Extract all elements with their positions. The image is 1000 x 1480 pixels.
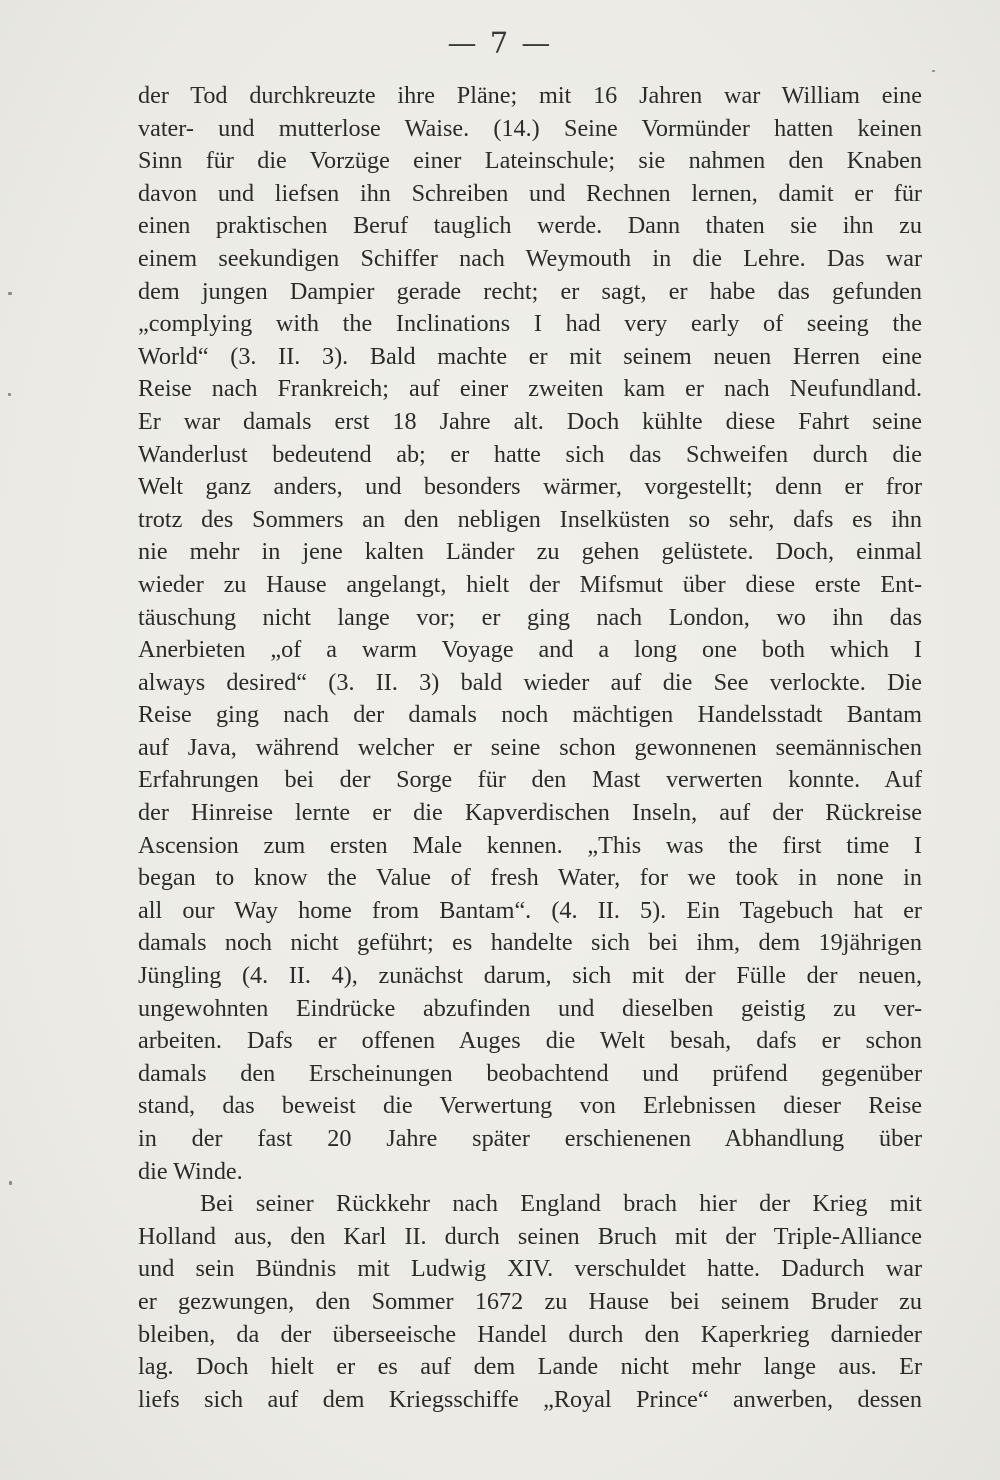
text-line: Erfahrungen bei der Sorge für den Mast verwerten konnte. Auf: [138, 766, 922, 794]
text-line: einem seekundigen Schiffer nach Weymouth in die Lehre. Das war: [138, 244, 922, 272]
text-line: „complying with the Inclinations I had very early of seeing the: [138, 310, 922, 338]
text-line: ungewohnten Eindrücke abzufinden und dieselben geistig zu ver-: [138, 994, 922, 1022]
text-line: Ascension zum ersten Male kennen. „This was the first time I: [138, 831, 922, 859]
text-line: Reise nach Frankreich; auf einer zweiten kam er nach Neufundland.: [138, 375, 922, 403]
text-line: vater- und mutterlose Waise. (14.) Seine Vormünder hatten keinen: [138, 114, 922, 142]
page-number: — 7 —: [447, 26, 553, 60]
text-line: und sein Bündnis mit Ludwig XIV. verschuldet hatte. Dadurch war: [138, 1255, 922, 1283]
text-line: damals den Erscheinungen beobachtend und prüfend gegenüber: [138, 1059, 922, 1087]
text-line: always desired“ (3. II. 3) bald wieder auf die See verlockte. Die: [138, 668, 922, 696]
text-line: began to know the Value of fresh Water, for we took in none in: [138, 864, 922, 892]
text-line: Reise ging nach der damals noch mächtigen Handelsstadt Bantam: [138, 701, 922, 729]
text-line: arbeiten. Dafs er offenen Auges die Welt besah, dafs er schon: [138, 1027, 922, 1055]
text-line: all our Way home from Bantam“. (4. II. 5). Ein Tagebuch hat er: [138, 896, 922, 924]
text-line: Sinn für die Vorzüge einer Lateinschule; sie nahmen den Knaben: [138, 147, 922, 175]
text-line: trotz des Sommers an den nebligen Inselküsten so sehr, dafs es ihn: [138, 505, 922, 533]
text-line: in der fast 20 Jahre später erschienenen Abhandlung über: [138, 1125, 922, 1152]
margin-speck: [8, 292, 12, 295]
text-line: Welt ganz anders, und besonders wärmer, vorgestellt; denn er fror: [138, 473, 922, 501]
margin-speck: [932, 70, 935, 72]
text-line: auf Java, während welcher er seine schon gewonnenen seemännischen: [138, 733, 922, 761]
text-line: lag. Doch hielt er es auf dem Lande nicht mehr lange aus. Er: [138, 1353, 922, 1381]
text-line: die Winde.: [138, 1157, 243, 1185]
text-line: damals noch nicht geführt; es handelte sich bei ihm, dem 19jährigen: [138, 929, 922, 957]
body-text: [138, 80, 922, 1416]
text-line: nie mehr in jene kalten Länder zu gehen gelüstete. Doch, einmal: [138, 538, 922, 566]
text-line: Jüngling (4. II. 4), zunächst darum, sich mit der Fülle der neuen,: [138, 962, 922, 990]
text-line: Anerbieten „of a warm Voyage and a long one both which I: [138, 636, 922, 664]
text-line: World“ (3. II. 3). Bald machte er mit seinem neuen Herren eine: [138, 342, 922, 370]
text-line: Wanderlust bedeutend ab; er hatte sich das Schweifen durch die: [138, 440, 922, 468]
text-line: stand, das beweist die Verwertung von Erlebnissen dieser Reise: [138, 1092, 922, 1120]
margin-speck: [8, 393, 11, 396]
text-line: er gezwungen, den Sommer 1672 zu Hause bei seinem Bruder zu: [138, 1287, 922, 1315]
text-line: Er war damals erst 18 Jahre alt. Doch kühlte diese Fahrt seine: [138, 407, 922, 435]
text-line: davon und liefsen ihn Schreiben und Rechnen lernen, damit er für: [138, 179, 922, 207]
text-line: wieder zu Hause angelangt, hielt der Mifsmut über diese erste Ent-: [138, 570, 922, 598]
text-line: der Hinreise lernte er die Kapverdischen Inseln, auf der Rückreise: [138, 799, 922, 827]
text-line: der Tod durchkreuzte ihre Pläne; mit 16 Jahren war William eine: [138, 82, 922, 109]
text-line: Bei seiner Rückkehr nach England brach hier der Krieg mit: [200, 1190, 922, 1218]
text-line: liefs sich auf dem Kriegsschiffe „Royal Prince“ anwerben, dessen: [138, 1385, 922, 1413]
text-line: dem jungen Dampier gerade recht; er sagt, er habe das gefunden: [138, 277, 922, 305]
text-line: Holland aus, den Karl II. durch seinen Bruch mit der Triple-Alliance: [138, 1222, 922, 1250]
text-line: einen praktischen Beruf tauglich werde. Dann thaten sie ihn zu: [138, 212, 922, 240]
text-line: täuschung nicht lange vor; er ging nach London, wo ihn das: [138, 603, 922, 631]
text-line: bleiben, da der überseeische Handel durch den Kaperkrieg darnieder: [138, 1320, 922, 1348]
margin-speck: [9, 1181, 12, 1185]
